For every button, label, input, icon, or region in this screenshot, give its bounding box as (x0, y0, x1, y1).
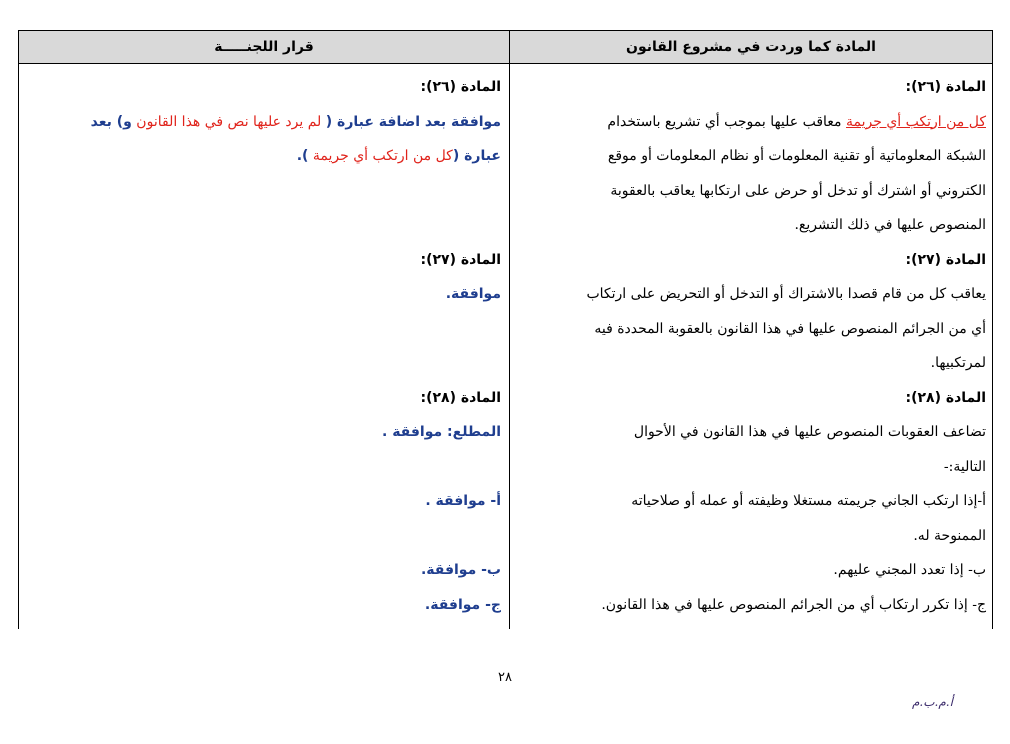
article-27-title: المادة (٢٧): (905, 251, 986, 268)
law-26-underlined-phrase: كل من ارتكب أي جريمة (846, 113, 986, 130)
law-27-line-2: أي من الجرائم المنصوص عليها في هذا القانون بالعقوبة المحددة فيه (594, 320, 986, 337)
law-26-line-4: المنصوص عليها في ذلك التشريع. (794, 217, 986, 233)
law-28-line-6: ج- إذا تكرر ارتكاب أي من الجرائم المنصوص عليها في هذا القانون. (601, 596, 986, 613)
decision-article-28-title: المادة (٢٨): (420, 389, 501, 406)
table-row (19, 64, 993, 630)
decision-26-line-1: موافقة بعد اضافة عبارة ( لم يرد عليها نص في هذا القانون و) بعد (90, 113, 501, 130)
decision-27: موافقة. (445, 286, 501, 302)
decision-column (19, 64, 510, 630)
law-26-line-2: الشبكة المعلوماتية أو تقنية المعلومات أو نظام المعلومات أو موقع (607, 148, 986, 164)
law-28-line-5: ب- إذا تعدد المجني عليهم. (833, 562, 986, 578)
law-28-line-2: التالية:- (943, 458, 986, 475)
decision-28-intro: المطلع: موافقة . (382, 424, 501, 440)
decision-28-a: أ- موافقة . (425, 493, 501, 509)
law-28-line-4: الممنوحة له. (913, 527, 986, 544)
law-26-line-1: كل من ارتكب أي جريمة معاقب عليها بموجب أي تشريع باستخدام (607, 113, 986, 130)
law-27-line-1: يعاقب كل من قام قصدا بالاشتراك أو التدخل أو التحريض على ارتكاب (586, 286, 986, 302)
header-law: المادة كما وردت في مشروع القانون (510, 31, 993, 64)
law-26-line-3: الكتروني أو اشترك أو تدخل أو حرض على ارتكابها يعاقب بالعقوبة (610, 182, 986, 199)
law-28-line-3: أ-إذا ارتكب الجاني جريمته مستغلا وظيفته أو عمله أو صلاحياته (631, 493, 986, 509)
law-28-line-1: تضاعف العقوبات المنصوص عليها في هذا القانون في الأحوال (633, 424, 986, 440)
decision-26-line-2: عبارة (كل من ارتكب أي جريمة ). (296, 148, 501, 164)
article-26-title: المادة (٢٦): (905, 79, 986, 95)
decision-28-c: ج- موافقة. (424, 596, 501, 613)
table-header-row (19, 31, 993, 64)
article-28-title: المادة (٢٨): (905, 389, 986, 406)
header-decision: قرار اللجنـــــة (19, 31, 510, 64)
decision-28-b: ب- موافقة. (420, 562, 501, 578)
law-column (510, 64, 993, 630)
decision-article-27-title: المادة (٢٧): (420, 251, 501, 268)
decision-article-26-title: المادة (٢٦): (420, 79, 501, 95)
signature-mark: أ.م.ب.م (912, 695, 953, 709)
law-27-line-3: لمرتكبيها. (930, 355, 986, 371)
comparison-table (18, 30, 993, 629)
page-number: ٢٨ (498, 670, 512, 685)
